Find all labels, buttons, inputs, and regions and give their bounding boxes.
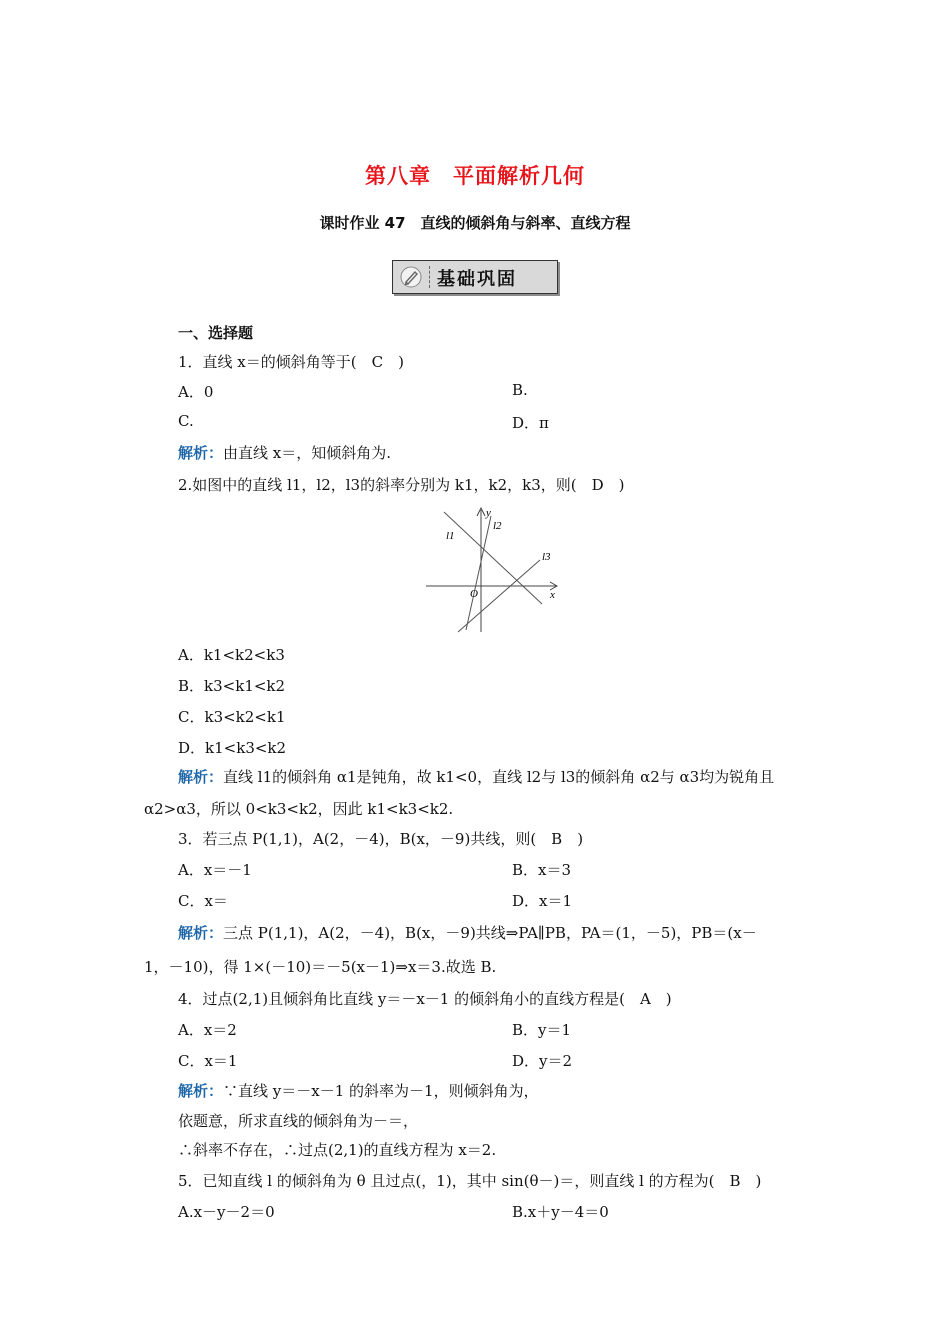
q1-option-c: C. xyxy=(178,412,194,430)
l3-label: l3 xyxy=(542,551,551,563)
q1-option-d: D．π xyxy=(512,414,549,432)
q2-analysis-line2: α2>α3，所以 0<k3<k2，因此 k1<k3<k2. xyxy=(144,800,454,818)
q5-option-a: A.x－y－2＝0 xyxy=(178,1203,275,1221)
q3-analysis-line2: 1，－10)，得 1×(－10)＝－5(x－1)⇒x＝3.故选 B. xyxy=(144,958,497,976)
q3-option-b: B．x＝3 xyxy=(512,861,572,879)
q5-stem: 5．已知直线 l 的倾斜角为 θ 且过点(，1)，其中 sin(θ－)＝，则直线 l 的方程为( B ) xyxy=(178,1172,762,1190)
analysis-text: ∵直线 y＝－x－1 的斜率为－1，则倾斜角为， xyxy=(223,1082,539,1100)
q4-option-b: B．y＝1 xyxy=(512,1021,572,1039)
banner-divider xyxy=(429,266,430,288)
q4-option-a: A．x＝2 xyxy=(178,1021,237,1039)
q3-option-d: D．x＝1 xyxy=(512,892,573,910)
q3-option-a: A．x＝－1 xyxy=(178,861,252,879)
q1-stem: 1．直线 x＝的倾斜角等于( C ) xyxy=(178,353,404,371)
line-l2 xyxy=(466,516,491,630)
q2-option-b: B．k3<k1<k2 xyxy=(178,677,286,695)
q4-stem: 4．过点(2,1)且倾斜角比直线 y＝－x－1 的倾斜角小的直线方程是( A ) xyxy=(178,990,672,1008)
q2-option-d: D．k1<k3<k2 xyxy=(178,739,287,757)
chapter-title: 第八章 平面解析几何 xyxy=(365,164,585,188)
analysis-label: 解析： xyxy=(178,768,224,786)
q4-analysis-line3: ∴斜率不存在，∴过点(2,1)的直线方程为 x＝2. xyxy=(178,1141,497,1159)
section-title: 一、选择题 xyxy=(178,324,254,342)
q2-stem: 2.如图中的直线 l1，l2，l3的斜率分别为 k1，k2，k3，则( D ) xyxy=(178,476,625,494)
q2-option-a: A．k1<k2<k3 xyxy=(178,646,285,664)
section-banner xyxy=(392,260,558,294)
q1-option-a: A．0 xyxy=(178,383,214,401)
analysis-text: 由直线 x＝，知倾斜角为. xyxy=(223,444,392,462)
analysis-label: 解析： xyxy=(178,444,224,462)
analysis-label: 解析： xyxy=(178,924,224,942)
y-label: y xyxy=(486,507,491,519)
origin-label: O xyxy=(470,588,478,600)
analysis-label: 解析： xyxy=(178,1082,224,1100)
x-label: x xyxy=(550,589,555,601)
banner-label: 基础巩固 xyxy=(437,269,517,290)
analysis-text: 三点 P(1,1)，A(2，－4)，B(x，－9)共线⇒PA∥PB，PA＝(1，－5)，PB＝(x－ xyxy=(223,924,757,942)
pencil-icon xyxy=(399,265,423,289)
l2-label: l2 xyxy=(493,520,502,532)
analysis-text: 直线 l1的倾斜角 α1是钝角，故 k1<0，直线 l2与 l3的倾斜角 α2与 α3均为锐角且 xyxy=(223,768,775,786)
l1-label: l1 xyxy=(446,530,455,542)
q4-analysis-line2: 依题意，所求直线的倾斜角为－＝， xyxy=(178,1112,419,1130)
q2-analysis-line1 xyxy=(178,766,774,787)
q3-stem: 3．若三点 P(1,1)，A(2，－4)，B(x，－9)共线，则( B ) xyxy=(178,830,584,848)
q4-analysis-line1 xyxy=(178,1080,539,1101)
q3-option-c: C．x＝ xyxy=(178,892,228,910)
q1-option-b: B. xyxy=(512,381,528,399)
q3-analysis-line1 xyxy=(178,922,757,943)
q4-option-c: C．x＝1 xyxy=(178,1052,238,1070)
q4-option-d: D．y＝2 xyxy=(512,1052,573,1070)
q2-line-figure xyxy=(420,502,565,634)
q1-analysis xyxy=(178,442,391,463)
q5-option-b: B.x＋y－4＝0 xyxy=(512,1203,609,1221)
lesson-title: 课时作业 47 直线的倾斜角与斜率、直线方程 xyxy=(319,214,631,232)
q2-option-c: C．k3<k2<k1 xyxy=(178,708,286,726)
